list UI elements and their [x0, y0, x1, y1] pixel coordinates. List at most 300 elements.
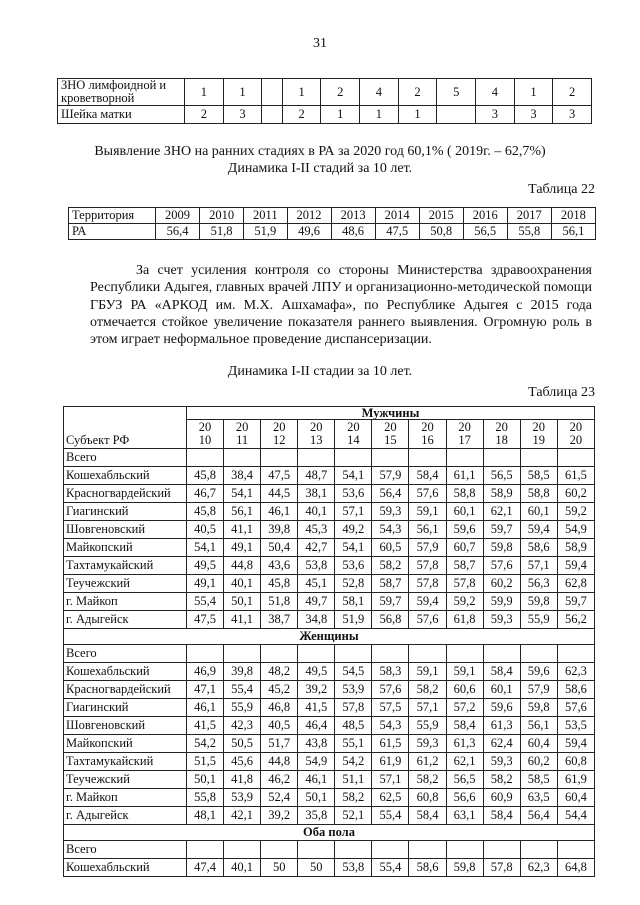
table-cell: 55,9	[520, 611, 557, 629]
subject-name: Тахтамукайский	[64, 753, 187, 771]
table-cell: 57,9	[409, 539, 446, 557]
subject-name: Кошехабльский	[64, 663, 187, 681]
table-cell: 40,1	[224, 859, 261, 877]
table-cell: 58,2	[409, 681, 446, 699]
year-header: 2011	[244, 208, 287, 224]
table-cell: 2	[185, 106, 224, 124]
table-cell: 54,3	[372, 521, 409, 539]
table-cell: 45,3	[298, 521, 335, 539]
table-cell	[409, 841, 446, 859]
table-cell: 55,9	[224, 699, 261, 717]
table-cell	[261, 449, 298, 467]
total-row	[64, 645, 595, 663]
table-cell	[372, 841, 409, 859]
table-cell: 55,4	[187, 593, 224, 611]
year-part: 20	[310, 420, 323, 434]
table-cell: 59,4	[520, 521, 557, 539]
year-part: 20	[235, 420, 249, 434]
table-row	[64, 807, 595, 825]
table-cell	[483, 449, 520, 467]
table-cell: 61,9	[372, 753, 409, 771]
table-cell: 50,5	[224, 735, 261, 753]
table-cell: 58,6	[520, 539, 557, 557]
table-cell	[261, 645, 298, 663]
total-label: Всего	[64, 449, 187, 467]
table-cell: 58,2	[372, 557, 409, 575]
table-cell: 58,4	[483, 663, 520, 681]
table-cell: 53,8	[298, 557, 335, 575]
table-header-row	[69, 208, 596, 224]
table-cell: 51,8	[200, 224, 244, 240]
table-cell: 50	[298, 859, 335, 877]
table-cell: 57,8	[409, 575, 446, 593]
table-cell: 58,8	[520, 485, 557, 503]
table-cell: 53,5	[557, 717, 594, 735]
page-number: 31	[313, 36, 327, 51]
table-cell	[409, 449, 446, 467]
both-sexes-header: Оба пола	[64, 825, 595, 841]
subject-name: Гиагинский	[64, 503, 187, 521]
table-cell: 50,4	[261, 539, 298, 557]
table-cell: 59,9	[483, 593, 520, 611]
year-part: 20	[458, 420, 471, 434]
table-cell: 58,6	[557, 681, 594, 699]
table-cell: 51,9	[335, 611, 372, 629]
table-cell: 58,3	[372, 663, 409, 681]
table-cell: 62,1	[483, 503, 520, 521]
table-cell: 40,1	[298, 503, 335, 521]
year-part: 10	[198, 433, 212, 447]
table-cell: 56,8	[372, 611, 409, 629]
table-row	[64, 611, 595, 629]
table-cell: 60,6	[446, 681, 483, 699]
table-cell: 41,1	[224, 521, 261, 539]
table-cell: 38,4	[224, 467, 261, 485]
table-cell: 59,6	[520, 663, 557, 681]
table-cell: 55,8	[187, 789, 224, 807]
year-header: 2016	[463, 208, 507, 224]
table-cell	[557, 841, 594, 859]
table-cell: 39,2	[298, 681, 335, 699]
table-cell: 53,9	[224, 789, 261, 807]
year-header	[187, 420, 224, 449]
table-row	[64, 593, 595, 611]
section-heading	[0, 143, 640, 177]
table-cell	[262, 79, 282, 106]
table-cell: 54,9	[298, 753, 335, 771]
table-cell: 57,9	[372, 467, 409, 485]
subject-name: г. Майкоп	[64, 789, 187, 807]
table-cell: 45,1	[298, 575, 335, 593]
table-22	[68, 207, 596, 240]
year-part: 15	[384, 433, 397, 447]
table-cell: 56,4	[520, 807, 557, 825]
subject-name: Шовгеновский	[64, 717, 187, 735]
table-cell: 63,1	[446, 807, 483, 825]
table-cell: 54,5	[335, 663, 372, 681]
year-part: 11	[236, 433, 249, 447]
table-cell	[298, 841, 335, 859]
table-cell: 56,1	[224, 503, 261, 521]
table-cell	[187, 645, 224, 663]
total-row	[64, 841, 595, 859]
table-cell: 47,5	[187, 611, 224, 629]
table-row	[64, 717, 595, 735]
table-cell: 56,1	[551, 224, 595, 240]
table-cell	[262, 106, 282, 124]
table-cell	[224, 841, 261, 859]
table-cell	[224, 645, 261, 663]
table-cell: 50	[261, 859, 298, 877]
table-cell: 59,3	[483, 753, 520, 771]
table-cell: 45,6	[224, 753, 261, 771]
table-cell: 51,1	[335, 771, 372, 789]
table-cell: 60,1	[483, 681, 520, 699]
year-part: 18	[495, 433, 508, 447]
table-cell: 62,5	[372, 789, 409, 807]
table-cell: 57,6	[372, 681, 409, 699]
table-row	[64, 467, 595, 485]
table-cell: 58,9	[483, 485, 520, 503]
table-header-row	[64, 407, 595, 420]
table-cell	[483, 841, 520, 859]
table-cell: 54,1	[335, 467, 372, 485]
table-cell: 52,1	[335, 807, 372, 825]
table-cell: 41,5	[298, 699, 335, 717]
table-cell: 48,7	[298, 467, 335, 485]
subject-name: Гиагинский	[64, 699, 187, 717]
table-cell: 55,4	[372, 859, 409, 877]
table-cell: 53,8	[335, 859, 372, 877]
table-cell: 57,2	[446, 699, 483, 717]
row-label: РА	[69, 224, 156, 240]
table-cell: 3	[514, 106, 553, 124]
table-cell: 1	[514, 79, 553, 106]
table-cell: 58,7	[446, 557, 483, 575]
table-cell: 59,3	[372, 503, 409, 521]
table-cell: 59,7	[372, 593, 409, 611]
table-cell: 58,2	[335, 789, 372, 807]
table-cell: 60,4	[520, 735, 557, 753]
table-cell: 46,4	[298, 717, 335, 735]
table-cell: 46,8	[261, 699, 298, 717]
table-cell: 60,2	[483, 575, 520, 593]
table-cell: 1	[223, 79, 262, 106]
year-header	[335, 420, 372, 449]
table-cell: 45,8	[261, 575, 298, 593]
table-cell: 59,6	[446, 521, 483, 539]
subject-name: Тахтамукайский	[64, 557, 187, 575]
year-header	[557, 420, 594, 449]
table-cell: 52,8	[335, 575, 372, 593]
table-cell: 51,8	[261, 593, 298, 611]
table-cell: 58,4	[483, 807, 520, 825]
table-cell: 54,4	[557, 807, 594, 825]
table-cell	[520, 645, 557, 663]
table-cell: 58,5	[520, 467, 557, 485]
subject-name: г. Адыгейск	[64, 807, 187, 825]
table-cell: 46,1	[261, 503, 298, 521]
table-cell: 49,1	[187, 575, 224, 593]
year-part: 20	[569, 433, 583, 447]
table-cell	[437, 106, 476, 124]
table-cell: 40,1	[224, 575, 261, 593]
table-cell: 56,1	[520, 717, 557, 735]
table-cell: 58,2	[409, 771, 446, 789]
table-cell: 1	[185, 79, 224, 106]
table-row	[64, 575, 595, 593]
subject-name: Красногвардейский	[64, 485, 187, 503]
section-row	[64, 629, 595, 645]
table-cell: 60,5	[372, 539, 409, 557]
table-cell: 55,4	[224, 681, 261, 699]
year-part: 20	[421, 420, 434, 434]
section-row	[64, 825, 595, 841]
cancer-sites-table	[57, 78, 592, 124]
table-cell: 42,7	[298, 539, 335, 557]
table-cell: 2	[282, 106, 321, 124]
table-cell: 58,4	[409, 807, 446, 825]
table-cell: 60,9	[483, 789, 520, 807]
year-part: 13	[310, 433, 323, 447]
table-cell: 62,8	[557, 575, 594, 593]
table-cell: 62,4	[483, 735, 520, 753]
table-cell: 57,8	[335, 699, 372, 717]
table-cell: 61,3	[446, 735, 483, 753]
table-cell: 45,2	[261, 681, 298, 699]
table-cell: 51,9	[244, 224, 287, 240]
table-cell	[335, 449, 372, 467]
table-row	[64, 503, 595, 521]
table-cell: 39,8	[261, 521, 298, 539]
table-cell: 59,6	[483, 699, 520, 717]
year-part: 20	[198, 420, 212, 434]
year-part: 16	[421, 433, 434, 447]
table-cell	[261, 841, 298, 859]
table-cell: 54,1	[335, 539, 372, 557]
year-header	[261, 420, 298, 449]
table-cell: 46,7	[187, 485, 224, 503]
table-cell: 2	[398, 79, 437, 106]
table-cell: 62,3	[520, 859, 557, 877]
table-cell: 58,1	[335, 593, 372, 611]
table-cell: 61,9	[557, 771, 594, 789]
table-cell: 56,5	[463, 224, 507, 240]
table-cell: 46,2	[261, 771, 298, 789]
table-cell: 59,4	[409, 593, 446, 611]
table-cell: 51,7	[261, 735, 298, 753]
table-cell: 59,7	[483, 521, 520, 539]
subject-name: г. Майкоп	[64, 593, 187, 611]
table-cell: 39,8	[224, 663, 261, 681]
table-cell: 57,6	[409, 485, 446, 503]
table-cell: 49,1	[224, 539, 261, 557]
table-cell: 60,8	[557, 753, 594, 771]
table-cell: 41,8	[224, 771, 261, 789]
table-cell: 50,8	[419, 224, 463, 240]
table-cell: 42,1	[224, 807, 261, 825]
table-cell: 58,6	[409, 859, 446, 877]
table-cell: 55,8	[507, 224, 551, 240]
total-label: Всего	[64, 841, 187, 859]
table-cell	[557, 449, 594, 467]
table-cell	[298, 645, 335, 663]
table-cell: 59,8	[520, 699, 557, 717]
year-part: 12	[272, 433, 286, 447]
table-cell: 42,3	[224, 717, 261, 735]
table-cell: 54,9	[557, 521, 594, 539]
year-part: 20	[347, 420, 360, 434]
year-header	[224, 420, 261, 449]
table-cell	[409, 645, 446, 663]
total-label: Всего	[64, 645, 187, 663]
table-cell: 55,4	[372, 807, 409, 825]
table-cell	[520, 841, 557, 859]
table-cell: 60,4	[557, 789, 594, 807]
table-cell: 56,2	[557, 611, 594, 629]
table-cell: 59,2	[446, 593, 483, 611]
table-cell: 62,1	[446, 753, 483, 771]
table-cell: 5	[437, 79, 476, 106]
table-cell: 54,3	[372, 717, 409, 735]
row-label: ЗНО лимфоидной и кроветворной	[58, 79, 185, 106]
table-cell: 63,5	[520, 789, 557, 807]
table-cell: 3	[476, 106, 515, 124]
table-cell: 59,1	[446, 663, 483, 681]
table-cell: 58,2	[483, 771, 520, 789]
table-cell: 47,5	[375, 224, 419, 240]
year-header: 2018	[551, 208, 595, 224]
table-row	[64, 521, 595, 539]
subject-name: Красногвардейский	[64, 681, 187, 699]
year-part: 20	[272, 420, 286, 434]
table-cell	[372, 449, 409, 467]
table-23-label: Таблица 23	[528, 385, 595, 400]
table-cell: 60,1	[446, 503, 483, 521]
table-cell: 46,9	[187, 663, 224, 681]
table-cell: 62,3	[557, 663, 594, 681]
table-row	[64, 681, 595, 699]
table-cell: 58,9	[557, 539, 594, 557]
table-cell: 53,6	[335, 485, 372, 503]
table-cell: 57,1	[335, 503, 372, 521]
table-row	[64, 771, 595, 789]
table-cell: 59,4	[557, 735, 594, 753]
table-cell: 54,1	[187, 539, 224, 557]
table-cell: 44,8	[261, 753, 298, 771]
table-cell: 59,8	[483, 539, 520, 557]
table-cell	[446, 841, 483, 859]
row-label: Шейка матки	[58, 106, 185, 124]
table-cell: 59,4	[557, 557, 594, 575]
table-cell	[187, 841, 224, 859]
table-row	[64, 735, 595, 753]
subject-name: Майкопский	[64, 539, 187, 557]
year-header	[520, 420, 557, 449]
year-part: 20	[569, 420, 583, 434]
table-cell: 53,9	[335, 681, 372, 699]
year-header: 2009	[156, 208, 200, 224]
table-cell: 47,4	[187, 859, 224, 877]
year-header	[372, 420, 409, 449]
table-23-heading: Динамика I-II стадии за 10 лет.	[227, 364, 413, 379]
table-cell: 47,5	[261, 467, 298, 485]
year-header	[446, 420, 483, 449]
table-cell: 56,1	[409, 521, 446, 539]
table-row	[64, 753, 595, 771]
table-cell: 60,2	[520, 753, 557, 771]
subject-name: Теучежский	[64, 771, 187, 789]
table-row	[64, 789, 595, 807]
table-cell: 57,1	[409, 699, 446, 717]
table-cell: 1	[282, 79, 321, 106]
table-cell: 57,8	[409, 557, 446, 575]
table-cell: 45,8	[187, 467, 224, 485]
table-cell: 34,8	[298, 611, 335, 629]
table-cell: 40,5	[187, 521, 224, 539]
table-cell: 49,5	[187, 557, 224, 575]
table-cell: 57,6	[557, 699, 594, 717]
table-cell: 46,1	[298, 771, 335, 789]
table-cell: 59,7	[557, 593, 594, 611]
table-cell: 61,8	[446, 611, 483, 629]
table-row	[64, 539, 595, 557]
table-cell	[335, 645, 372, 663]
table-cell: 4	[476, 79, 515, 106]
table-cell: 48,2	[261, 663, 298, 681]
table-cell: 56,5	[483, 467, 520, 485]
table-cell: 57,6	[409, 611, 446, 629]
table-cell: 49,7	[298, 593, 335, 611]
table-cell: 61,5	[557, 467, 594, 485]
table-cell: 59,1	[409, 503, 446, 521]
table-cell: 64,8	[557, 859, 594, 877]
table-row	[64, 699, 595, 717]
subject-name: Кошехабльский	[64, 859, 187, 877]
table-cell: 40,5	[261, 717, 298, 735]
table-cell: 56,5	[446, 771, 483, 789]
table-cell: 61,3	[483, 717, 520, 735]
year-part: 19	[532, 433, 545, 447]
table-cell: 38,7	[261, 611, 298, 629]
table-cell: 59,3	[409, 735, 446, 753]
table-cell: 53,6	[335, 557, 372, 575]
table-cell: 56,6	[446, 789, 483, 807]
table-cell	[224, 449, 261, 467]
year-part: 17	[458, 433, 471, 447]
table-cell: 60,7	[446, 539, 483, 557]
table-cell: 54,1	[224, 485, 261, 503]
women-header: Женщины	[64, 629, 595, 645]
table-cell	[187, 449, 224, 467]
table-cell: 4	[360, 79, 399, 106]
table-cell: 57,8	[446, 575, 483, 593]
heading-line-1: Выявление ЗНО на ранних стадиях в РА за 2020 год 60,1% ( 2019г. – 62,7%)	[94, 144, 546, 159]
table-row	[58, 106, 592, 124]
table-cell: 54,2	[335, 753, 372, 771]
table-cell	[298, 449, 335, 467]
year-header	[409, 420, 446, 449]
total-row	[64, 449, 595, 467]
table-cell: 1	[360, 106, 399, 124]
year-header: 2010	[200, 208, 244, 224]
table-cell: 56,3	[520, 575, 557, 593]
subject-name: Майкопский	[64, 735, 187, 753]
table-cell: 61,2	[409, 753, 446, 771]
subject-name: Шовгеновский	[64, 521, 187, 539]
men-header: Мужчины	[187, 407, 595, 420]
year-header: 2014	[375, 208, 419, 224]
